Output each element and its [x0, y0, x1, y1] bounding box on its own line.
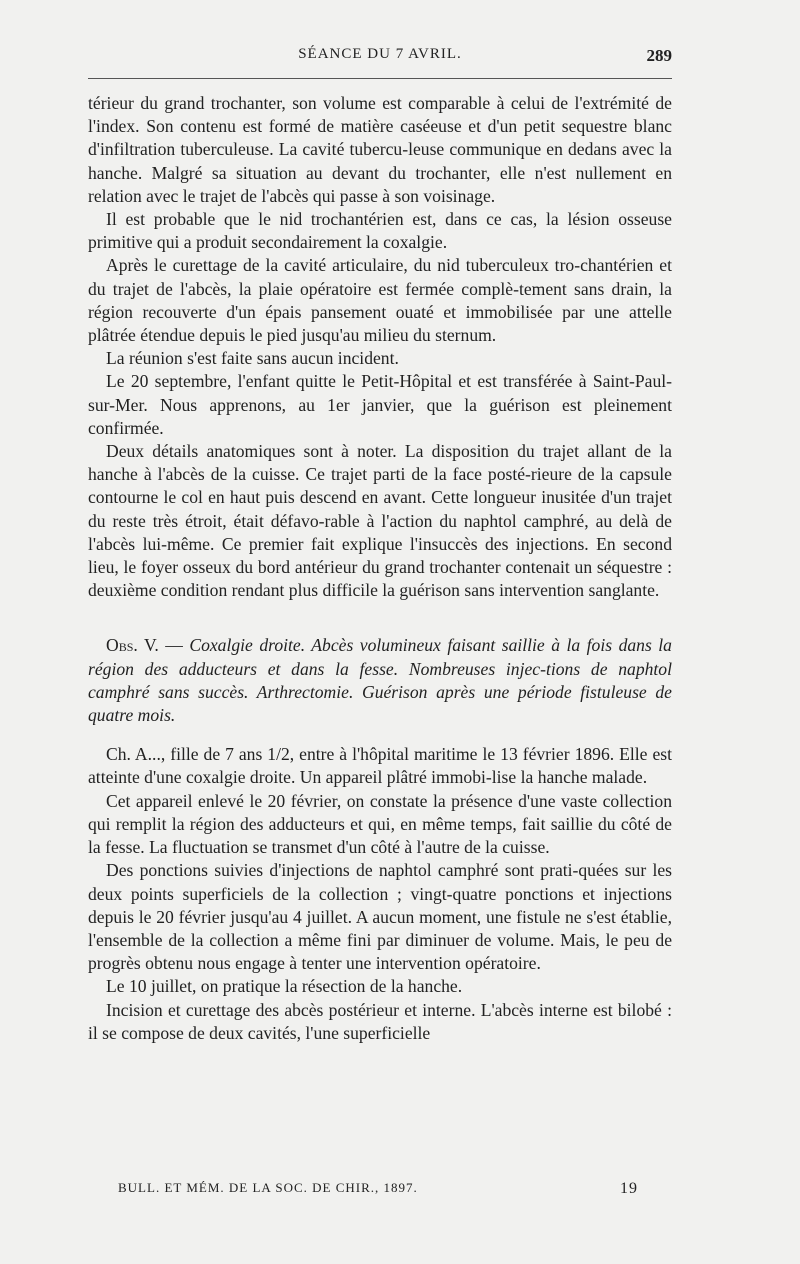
paragraph: Il est probable que le nid trochantérien est, dans ce cas, la lésion osseuse primitive qui a produit secondairement la coxalgie.	[88, 209, 672, 253]
observation-title: Coxalgie droite. Abcès volumineux faisant saillie à la fois dans la région des adducteurs et dans la fesse. Nombreuses injec-tions de naphtol camphré sans succès. Arthrectomie. Guérison après une période fistuleuse de quatre mois.	[88, 635, 672, 726]
footer-journal: BULL. ET MÉM. DE LA SOC. DE CHIR., 1897.	[118, 1180, 418, 1195]
paragraph: Le 20 septembre, l'enfant quitte le Petit-Hôpital et est transférée à Saint-Paul-sur-Mer. Nous apprenons, au 1er janvier, que la guérison est pleinement confirmée.	[88, 371, 672, 438]
paragraph: Incision et curettage des abcès postérieur et interne. L'abcès interne est bilobé : il se compose de deux cavités, l'une superficielle	[88, 999, 672, 1043]
page-footer	[118, 1180, 638, 1196]
paragraph: Après le curettage de la cavité articulaire, du nid tuberculeux tro-chantérien et du trajet de l'abcès, la plaie opératoire est fermée complè-tement sans drain, la région recouverte d'un épais pansement ouaté et immobilisée par une attelle plâtrée étendue depuis le pied jusqu'au milieu du sternum.	[88, 255, 672, 346]
paragraph: Deux détails anatomiques sont à noter. La disposition du trajet allant de la hanche à l'abcès de la cuisse. Ce trajet parti de la face posté-rieure de la capsule contourne le col en haut puis descend en avant. Cette longueur inusitée d'un trajet du reste très étroit, était défavo-rable à l'action du naphtol camphré, au delà de l'abcès lui-même. Ce premier fait explique l'insuccès des injections. En second lieu, le foyer osseux du bord antérieur du grand trochanter contenait un séquestre : deuxième condition rendant plus difficile la guérison sans intervention sanglante.	[88, 441, 672, 601]
footer-signature: 19	[620, 1180, 638, 1197]
paragraph: Des ponctions suivies d'injections de naphtol camphré sont prati-quées sur les deux points superficiels de la collection ; vingt-quatre ponctions et injections depuis le 20 février jusqu'au 4 juillet. A aucun moment, une fistule ne s'est établie, l'ensemble de la collection a même fini par diminuer de volume. Mais, le peu de progrès obtenu nous engage à tenter une intervention opératoire.	[88, 860, 672, 974]
observation-label: Obs. V. —	[106, 635, 183, 656]
paragraph: Le 10 juillet, on pratique la résection de la hanche.	[106, 976, 463, 997]
header-rule	[88, 78, 672, 79]
paragraph: La réunion s'est faite sans aucun incident.	[106, 348, 399, 369]
paragraph: térieur du grand trochanter, son volume est comparable à celui de l'extrémité de l'index. Son contenu est formé de matière caséeuse et d'un petit sequestre blanc d'infiltration tuberculeuse. La cavité tubercu-leuse communique en dedans avec la hanche. Malgré sa situation au devant du trochanter, elle n'est nullement en relation avec le trajet de l'abcès qui passe à son voisinage.	[88, 93, 672, 206]
paragraph: Ch. A..., fille de 7 ans 1/2, entre à l'hôpital maritime le 13 février 1896. Elle est atteinte d'une coxalgie droite. Un appareil plâtré immobi-lise la hanche malade.	[88, 744, 672, 788]
page-number: 289	[646, 46, 672, 65]
body-text	[88, 92, 672, 1045]
running-title: SÉANCE DU 7 AVRIL.	[298, 46, 462, 62]
observation-heading	[88, 634, 672, 727]
paragraph: Cet appareil enlevé le 20 février, on constate la présence d'une vaste collection qui remplit la région des adducteurs et qui, en même temps, fait saillie du côté de la fesse. La fluctuation se transmet d'un côté à l'autre de la cuisse.	[88, 790, 672, 858]
page-header	[88, 46, 672, 72]
